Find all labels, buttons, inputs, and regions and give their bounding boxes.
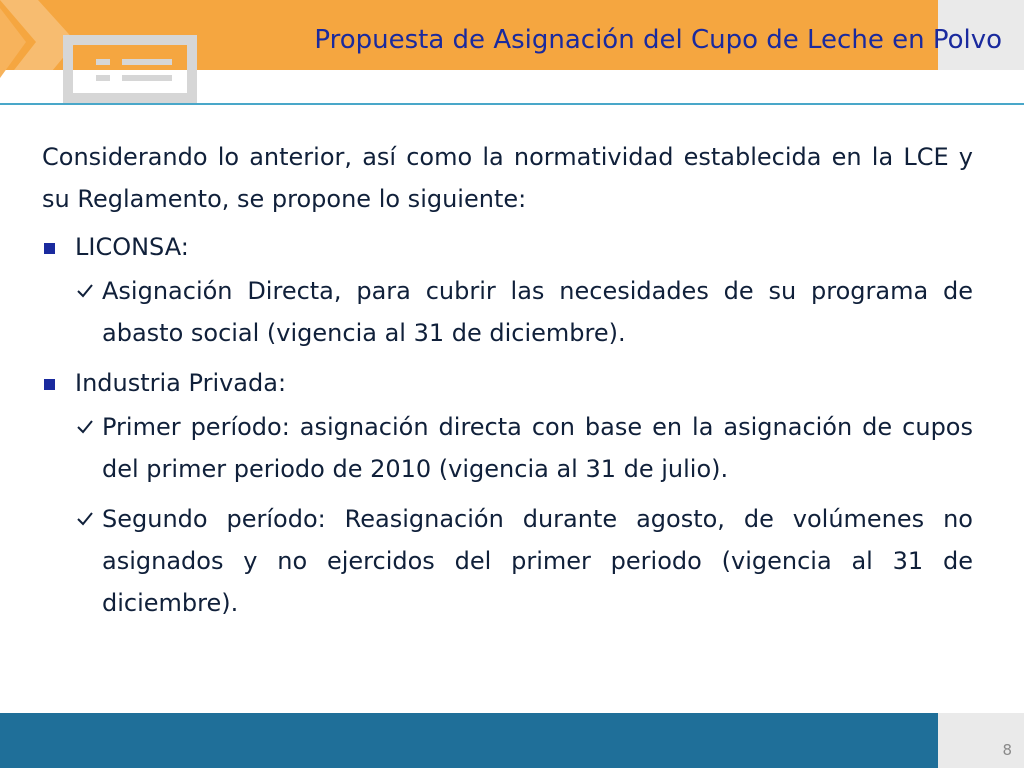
sub-bullet-text: Segundo período: Reasignación durante agosto, de volúmenes no asignados y no ejercidos del primer periodo (vigencia al 31 de diciembre). (102, 505, 973, 617)
bullet-label: Industria Privada: (75, 369, 287, 397)
checkmark-icon (76, 270, 102, 312)
document-icon (62, 34, 202, 106)
checkmark-icon (76, 406, 102, 448)
bullet-label: LICONSA: (75, 233, 189, 261)
title-divider (0, 103, 1024, 105)
bullet-industria-privada (42, 362, 973, 404)
sub-bullet-primer-periodo (42, 406, 973, 490)
square-bullet-icon (44, 243, 55, 254)
slide-title: Propuesta de Asignación del Cupo de Leche en Polvo (314, 25, 1002, 55)
sub-bullet-text: Asignación Directa, para cubrir las necesidades de su programa de abasto social (vigencia al 31 de diciembre). (102, 277, 973, 347)
intro-paragraph: Considerando lo anterior, así como la normatividad establecida en la LCE y su Reglamento, se propone lo siguiente: (42, 143, 973, 213)
bullet-liconsa (42, 226, 973, 268)
slide-body (42, 136, 973, 632)
footer-band (0, 713, 938, 768)
sub-bullet-segundo-periodo (42, 498, 973, 624)
square-bullet-icon (44, 379, 55, 390)
sub-bullet-asignacion-directa (42, 270, 973, 354)
sub-bullet-text: Primer período: asignación directa con base en la asignación de cupos del primer periodo de 2010 (vigencia al 31 de julio). (102, 413, 973, 483)
checkmark-icon (76, 498, 102, 540)
page-number: 8 (1002, 741, 1012, 759)
